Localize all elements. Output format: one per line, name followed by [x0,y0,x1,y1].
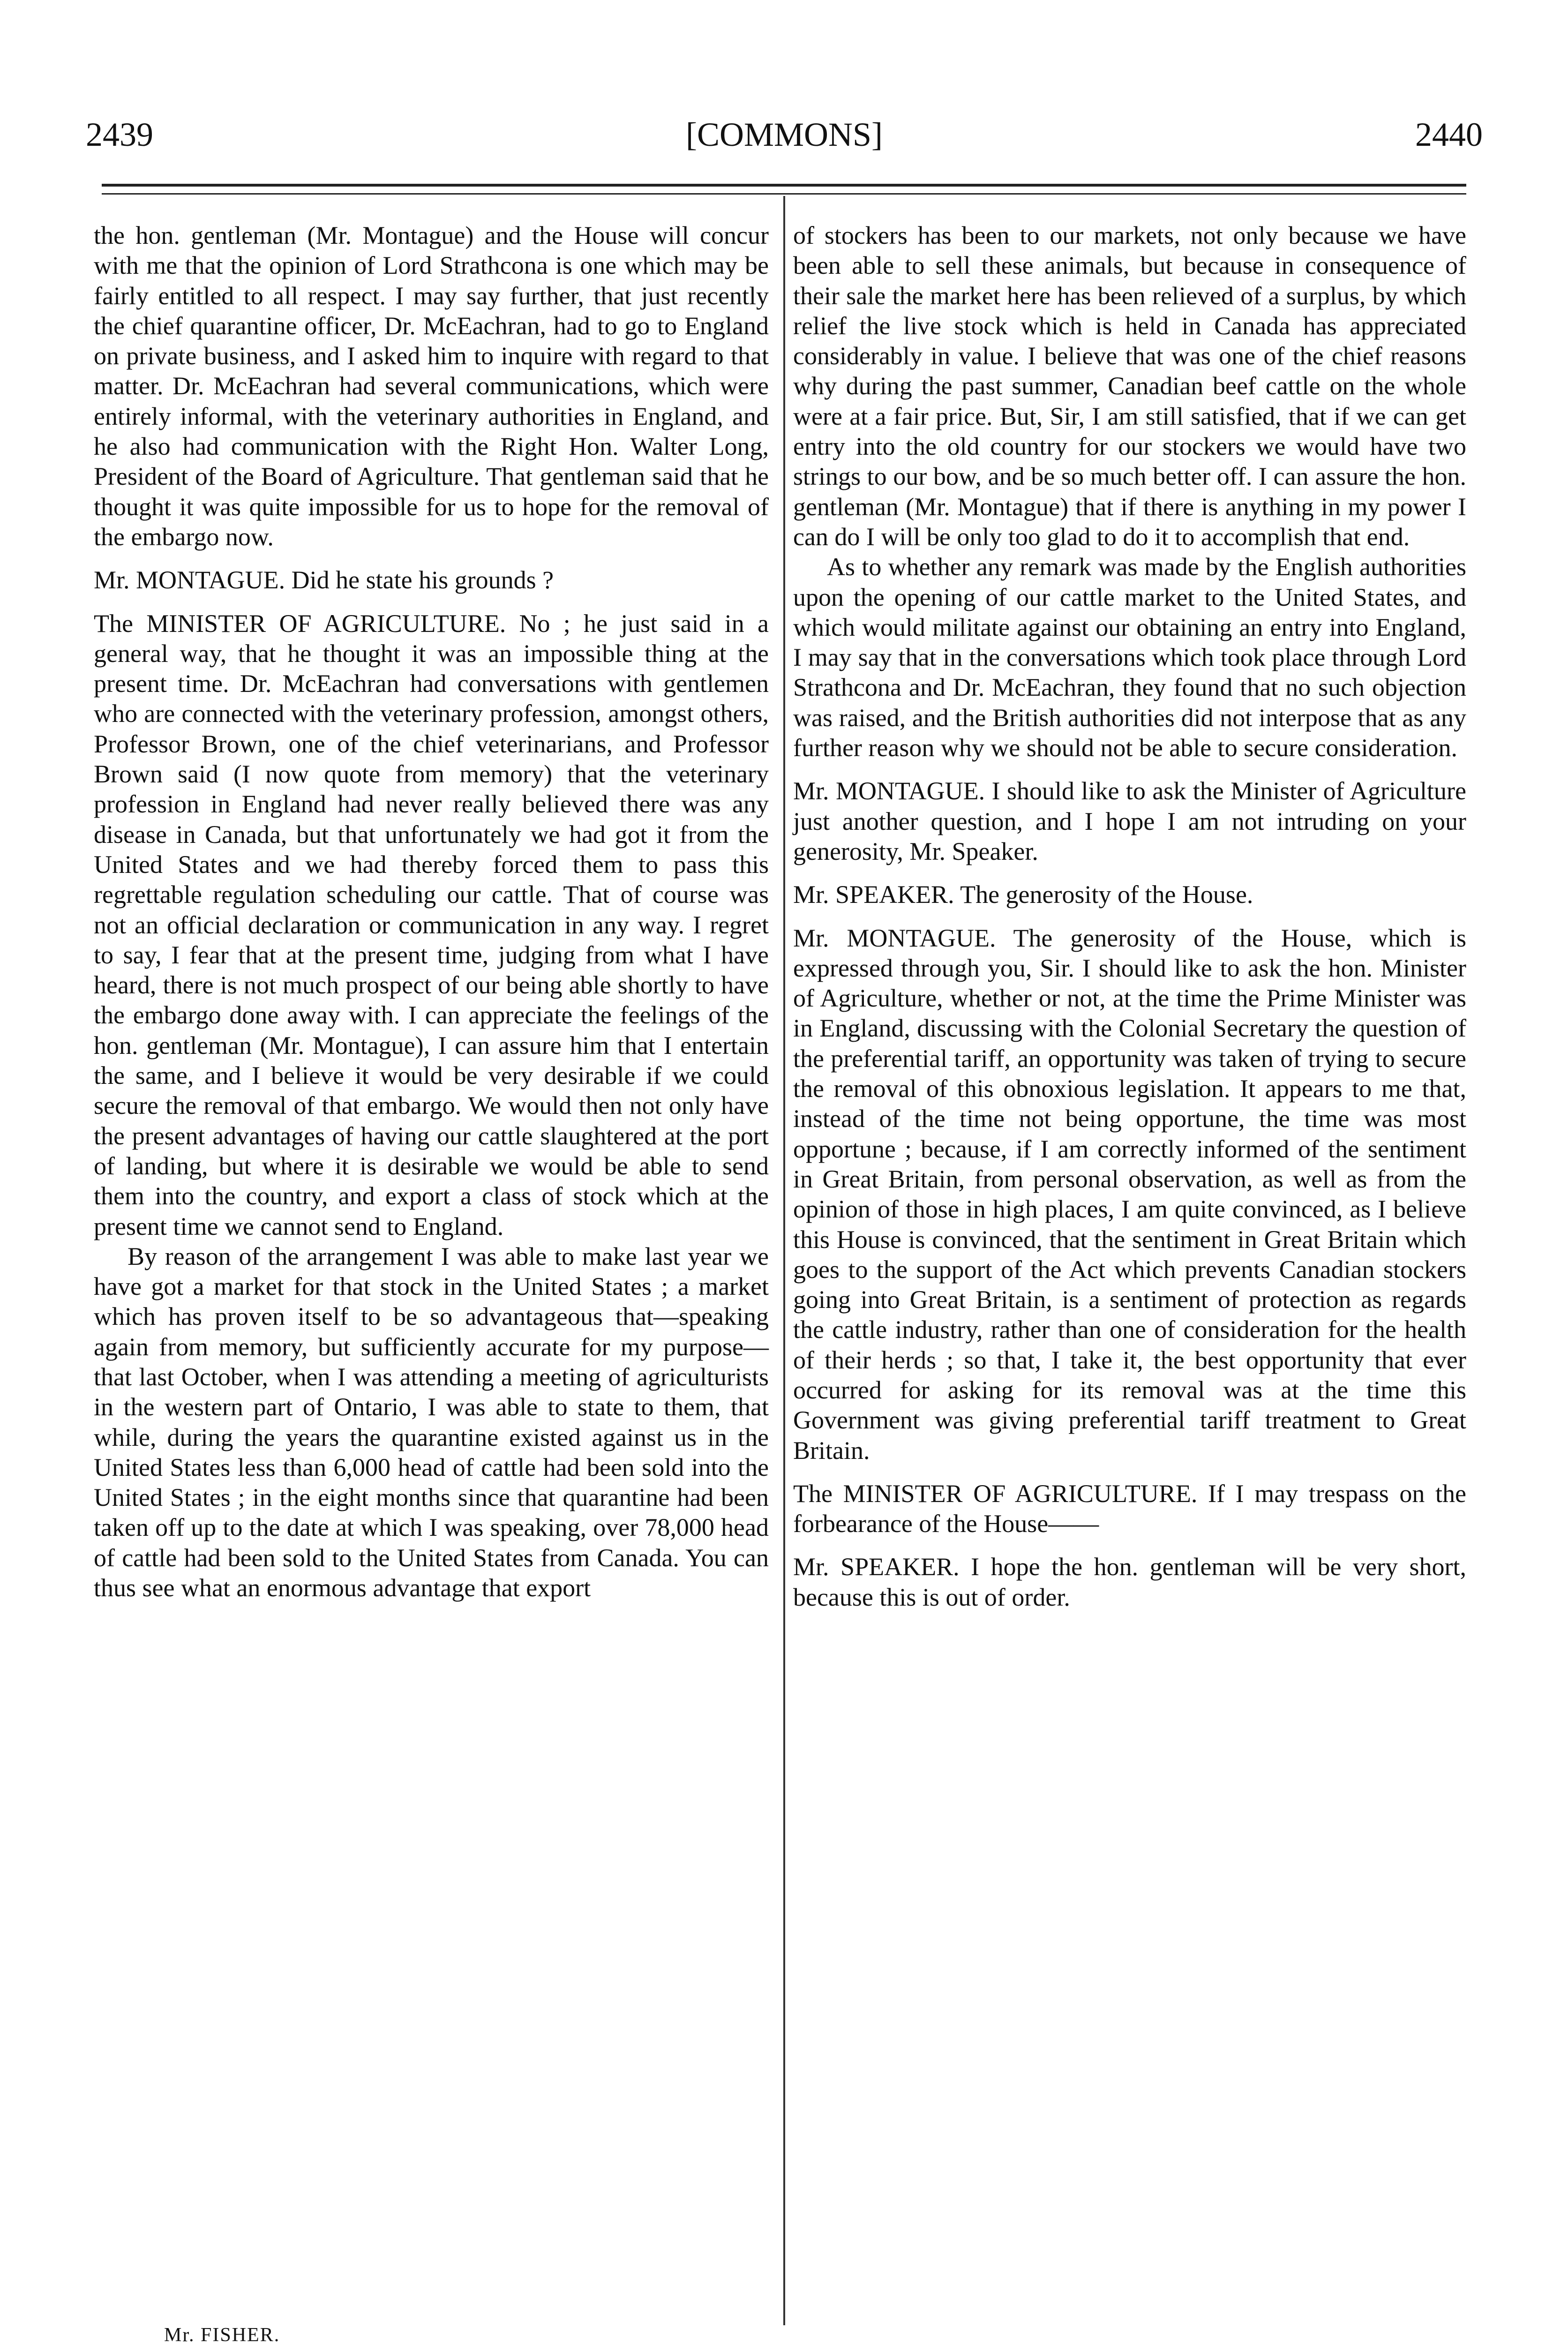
header-rule-thin [102,193,1466,195]
paragraph: Mr. MONTAGUE. The generosity of the House, which is expressed through you, Sir. I should like to ask the hon. Minister of Agriculture, whether or not, at the time the Prime Minister was in England, discussing with the Colonial Secretary the question of the preferential tariff, an opportunity was taken of trying to secure the removal of this obnoxious legislation. It appears to me that, instead of the time not being opportune, the time was most opportune ; because, if I am correctly informed of the sentiment in Great Britain, from personal observation, as well as from the opinion of those in high places, I am quite convinced, as I believe this House is convinced, that the sentiment in Great Britain which goes to the support of the Act which prevents Canadian stockers going into Great Britain, is a sentiment of protection as regards the cattle industry, rather than one of consideration for the health of their herds ; so that, I take it, the best opportunity that ever occurred for asking for its removal was at the time this Government was giving preferential tariff treatment to Great Britain. [793,924,1466,1465]
paragraph: the hon. gentleman (Mr. Montague) and the House will concur with me that the opinion of Lord Strathcona is one which may be fairly entitled to all respect. I may say further, that just recently the chief quarantine officer, Dr. McEachran, had to go to England on private business, and I asked him to inquire with regard to that matter. Dr. McEachran had several communications, which were entirely informal, with the veterinary authorities in England, and he also had communication with the Right Hon. Walter Long, President of the Board of Agriculture. That gentleman said that he thought it was quite impossible for us to hope for the removal of the embargo now. [94,221,769,551]
paragraph: Mr. MONTAGUE. Did he state his grounds ? [94,566,554,594]
paragraph: The MINISTER OF AGRICULTURE. No ; he just said in a general way, that he thought it was an impossible thing at the present time. Dr. McEachran had conversations with gentlemen who are connected with the veterinary profession, amongst others, Professor Brown, one of the chief veterinarians, and Professor Brown said (I now quote from memory) that the veterinary profession in England had never really believed there was any disease in Canada, but that unfortunately we had got it from the United States and we had thereby forced them to pass this regrettable regulation scheduling our cattle. That of course was not an official declaration or communication in any way. I regret to say, I fear that at the present time, judging from what I have heard, there is not much prospect of our being able shortly to have the embargo done away with. I can appreciate the feelings of the hon. gentleman (Mr. Montague), I can assure him that I entertain the same, and I believe it would be very desirable if we could secure the removal of that embargo. We would then not only have the present advantages of having our cattle slaughtered at the port of landing, but where it is desirable we would be able to send them into the country, and export a class of stock which at the present time we cannot send to England. [94,609,769,1240]
page-number-right: 2440 [1415,116,1483,153]
paragraph: of stockers has been to our markets, not only because we have been able to sell these animals, but because in consequence of their sale the market here has been relieved of a surplus, by which relief the live stock which is held in Canada has appreciated considerably in value. I believe that was one of the chief reasons why during the past summer, Canadian beef cattle on the whole were at a fair price. But, Sir, I am still satisfied, that if we can get entry into the old country for our stockers we would have two strings to our bow, and be so much better off. I can assure the hon. gentleman (Mr. Montague) that if there is anything in my power I can do I will be only too glad to do it to accomplish that end. [793,221,1466,551]
paragraph: By reason of the arrangement I was able to make last year we have got a market for that stock in the United States ; a market which has proven itself to be so advantageous that—speaking again from memory, but sufficiently accurate for my purpose—that last October, when I was attending a meeting of agriculturists in the western part of Ontario, I was able to state to them, that while, during the years the quarantine existed against us in the United States less than 6,000 head of cattle had been sold into the United States ; in the eight months since that quarantine had been taken off up to the date at which I was speaking, over 78,000 head of cattle had been sold to the United States from Canada. You can thus see what an enormous advantage that export [94,1242,769,1602]
paragraph: Mr. MONTAGUE. I should like to ask the Minister of Agriculture just another question, and I hope I am not intruding on your generosity, Mr. Speaker. [793,777,1466,865]
running-title: [COMMONS] [685,116,883,153]
paragraph: Mr. SPEAKER. The generosity of the House. [793,880,1253,909]
speaker-footer: Mr. FISHER. [164,2324,280,2344]
right-column [793,220,1466,1612]
left-column [94,220,769,1603]
page-number-left: 2439 [86,116,153,153]
column-divider [783,196,785,2325]
header-rule-thick [102,184,1466,187]
paragraph: As to whether any remark was made by the English authorities upon the opening of our cattle market to the United States, and which would militate against our obtaining an entry into England, I may say that in the conversations which took place through Lord Strathcona and Dr. McEachran, they found that no such objection was raised, and the British authorities did not interpose that as any further reason why we should not be able to secure consideration. [793,553,1466,762]
paragraph: Mr. SPEAKER. I hope the hon. gentleman will be very short, because this is out of order. [793,1553,1466,1611]
paragraph: The MINISTER OF AGRICULTURE. If I may trespass on the forbearance of the House—— [793,1479,1466,1538]
page-header [86,109,1483,160]
